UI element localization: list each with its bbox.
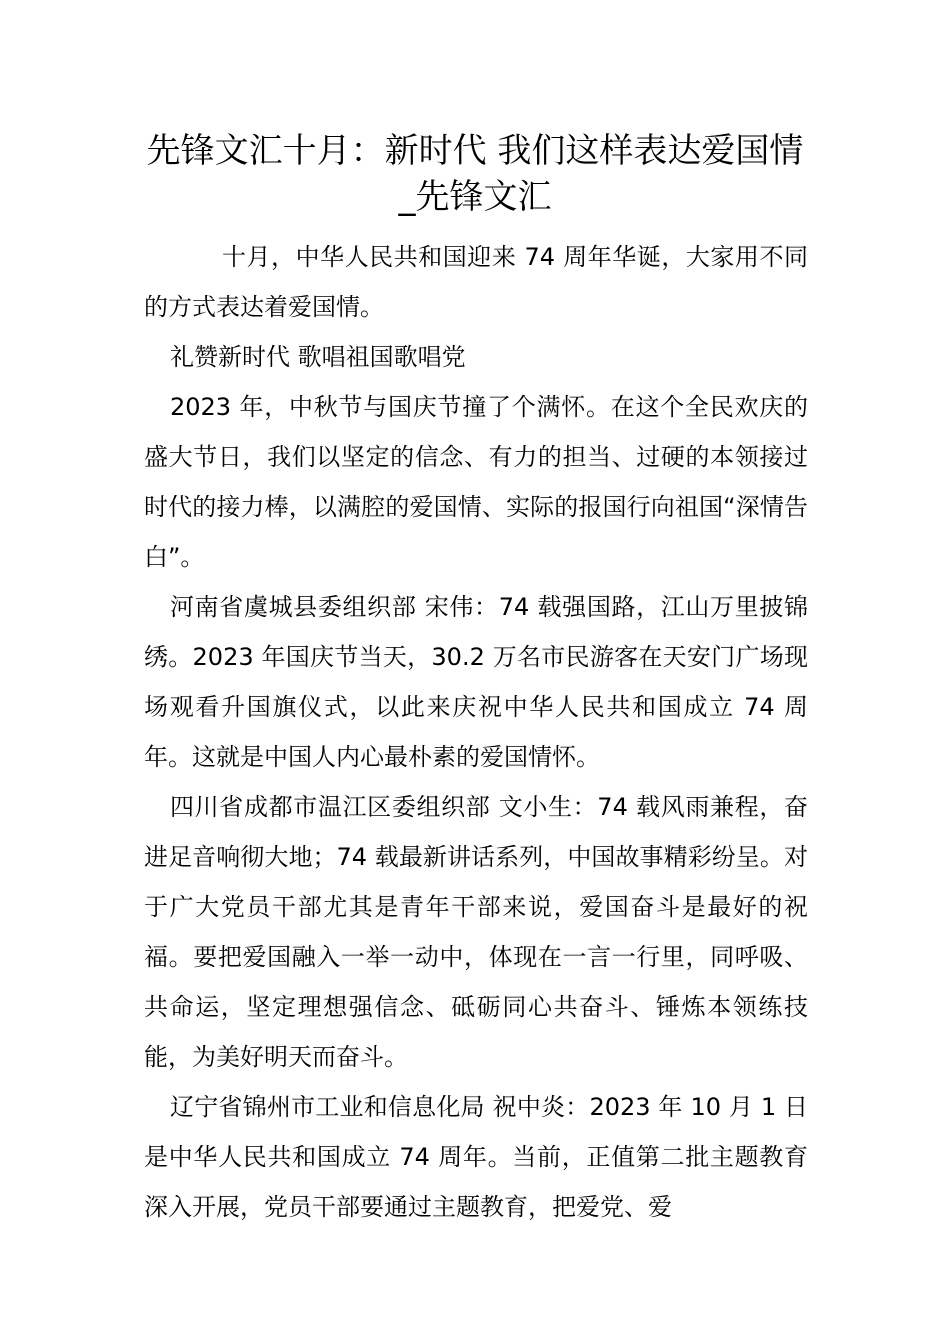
paragraph-subheading: 礼赞新时代 歌唱祖国歌唱党 xyxy=(170,343,466,371)
paragraph-henan-songwei: 河南省虞城县委组织部 宋伟：74 载强国路，江山万里披锦绣。2023 年国庆节当天，30.2 万名市民游客在天安门广场现场观看升国旗仪式，以此来庆祝中华人民共和国成立 74 周年。这就是中国人内心最朴素的爱国情怀。 xyxy=(144,593,808,771)
document-body xyxy=(144,232,808,1232)
paragraph-liaoning-zhuzhongyan: 辽宁省锦州市工业和信息化局 祝中炎：2023 年 10 月 1 日是中华人民共和国成立 74 周年。当前，正值第二批主题教育深入开展，党员干部要通过主题教育，把爱党、爱 xyxy=(144,1093,808,1221)
document-title: 先锋文汇十月：新时代 我们这样表达爱国情_先锋文汇 xyxy=(146,131,804,217)
paragraph-2023-festival: 2023 年，中秋节与国庆节撞了个满怀。在这个全民欢庆的盛大节日，我们以坚定的信念、有力的担当、过硬的本领接过时代的接力棒，以满腔的爱国情、实际的报国行向祖国“深情告白”。 xyxy=(144,393,808,571)
paragraph-sichuan-wenxiaosheng: 四川省成都市温江区委组织部 文小生：74 载风雨兼程，奋进足音响彻大地；74 载最新讲话系列，中国故事精彩纷呈。对于广大党员干部尤其是青年干部来说，爱国奋斗是最好的祝福。要把爱国融入一举一动中，体现在一言一行里，同呼吸、共命运，坚定理想强信念、砥砺同心共奋斗、锤炼本领练技能，为美好明天而奋斗。 xyxy=(144,793,808,1071)
paragraph-intro: 十月，中华人民共和国迎来 74 周年华诞，大家用不同的方式表达着爱国情。 xyxy=(144,243,808,321)
